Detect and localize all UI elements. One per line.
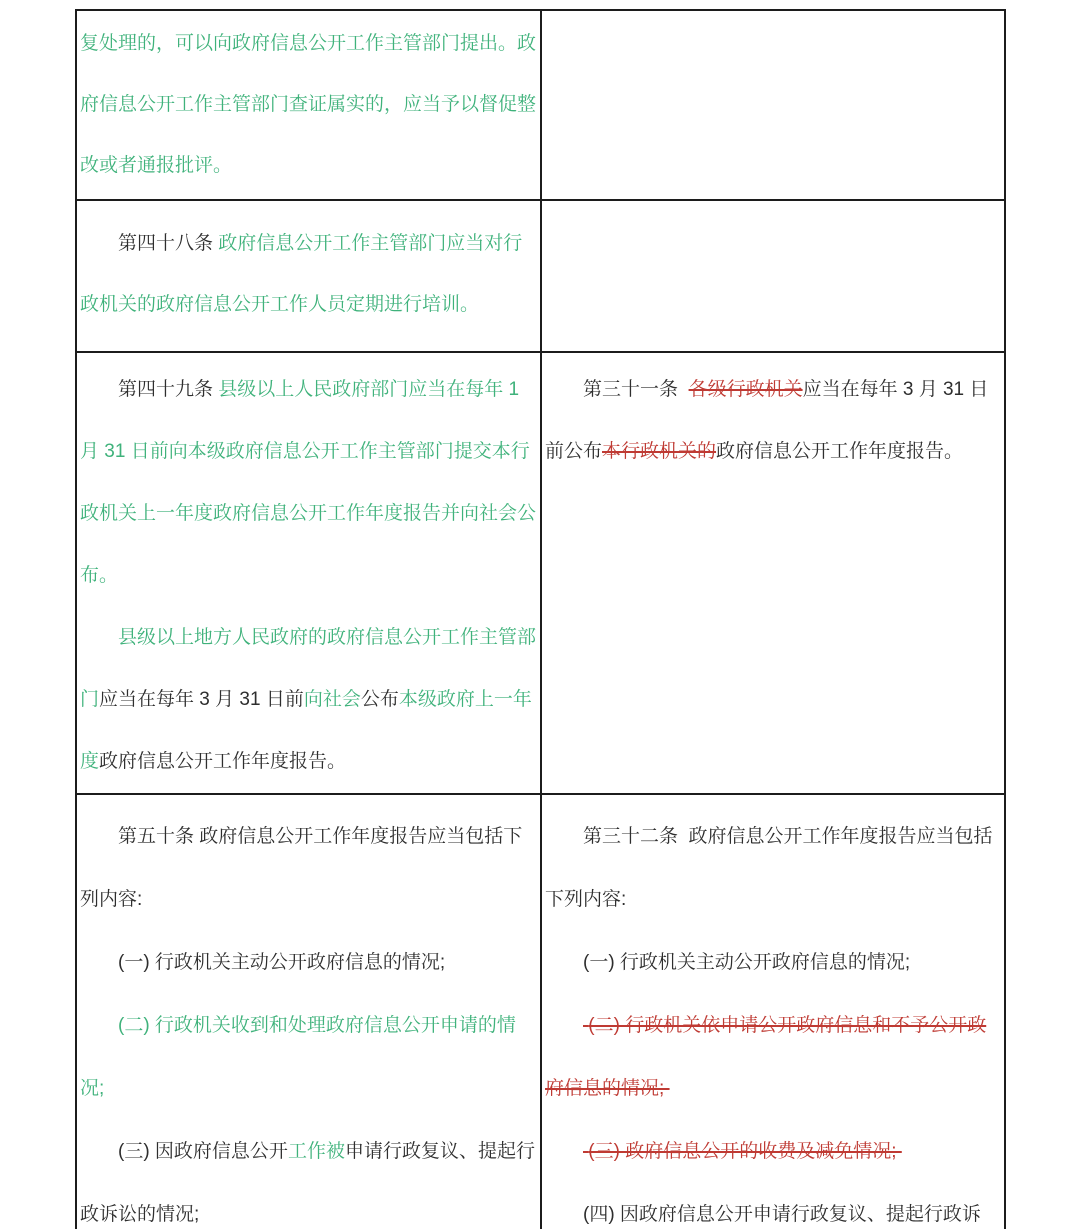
text-run-black: 申请行政复议、提起行政诉讼的情况;: [80, 1141, 535, 1225]
text-run-black: 第三十一条: [583, 379, 689, 400]
text-run-red-strike: 本行政机关的: [602, 441, 717, 462]
text-run-red-strike: 各级行政机关: [688, 379, 803, 400]
paragraph: [80, 805, 537, 931]
text-run-green: 工作被: [287, 1141, 345, 1162]
paragraph: [80, 607, 537, 793]
text-run-black: 政府信息公开工作年度报告。: [716, 441, 964, 462]
paragraph: [80, 13, 537, 196]
text-run-green: 县级以上地方人民政府的政府信息公开工作主管部门: [80, 627, 537, 710]
text-run-black: 第四十八条: [118, 233, 219, 254]
text-run-red-strike: (三) 政府信息公开的收费及减免情况;: [583, 1141, 902, 1162]
text-run-black: 应当在每年 3 月 31 日前公布: [545, 379, 989, 462]
text-run-black: (一) 行政机关主动公开政府信息的情况;: [118, 952, 446, 973]
paragraph: [545, 1183, 1001, 1229]
text-run-red-strike: (二) 行政机关依申请公开政府信息和不予公开政府信息的情况;: [545, 1015, 987, 1099]
text-run-black: (三) 因政府信息公开: [118, 1141, 288, 1162]
text-run-black: 公布: [360, 689, 399, 710]
text-run-black: 第三十二条 政府信息公开工作年度报告应当包括下列内容:: [545, 826, 993, 910]
comparison-table: [75, 9, 1006, 1229]
old-version-cell: [541, 10, 1005, 200]
paragraph: [80, 931, 537, 994]
paragraph: [545, 1120, 1001, 1183]
text-run-green: 政府信息公开工作主管部门应当对行政机关的政府信息公开工作人员定期进行培训。: [80, 233, 523, 315]
new-version-cell: [76, 10, 541, 200]
text-run-green: (二) 行政机关收到和处理政府信息公开申请的情况;: [80, 1015, 516, 1099]
table-row: [76, 200, 1005, 352]
paragraph: [545, 359, 1001, 483]
paragraph: [545, 931, 1001, 994]
paragraph: [80, 359, 537, 607]
text-run-black: 第五十条 政府信息公开工作年度报告应当包括下列内容:: [80, 826, 523, 910]
text-run-green: 本级政府上一年度: [80, 689, 532, 772]
table-row: [76, 352, 1005, 794]
table-row: [76, 10, 1005, 200]
paragraph: [545, 994, 1001, 1120]
old-version-cell: [541, 352, 1005, 794]
text-run-black: 政府信息公开工作年度报告。: [99, 751, 347, 772]
paragraph: [80, 1120, 537, 1229]
new-version-cell: [76, 200, 541, 352]
paragraph: [80, 213, 537, 335]
text-run-black: (一) 行政机关主动公开政府信息的情况;: [583, 952, 911, 973]
new-version-cell: [76, 352, 541, 794]
text-run-green: 县级以上人民政府部门应当在每年 1月 31 日前向本级政府信息公开工作主管部门提交本行政机关上一年度政府信息公开工作年度报告并向社会公布。: [80, 379, 537, 586]
text-run-black: 应当在每年 3 月 31 日前: [99, 689, 304, 710]
text-run-black: 第四十九条: [118, 379, 219, 400]
table-row: [76, 794, 1005, 1229]
text-run-black: (四) 因政府信息公开申请行政复议、提起行政诉: [583, 1204, 981, 1225]
old-version-cell: [541, 794, 1005, 1229]
paragraph: [80, 994, 537, 1120]
text-run-green: 向社会: [303, 689, 361, 710]
old-version-cell: [541, 200, 1005, 352]
paragraph: [545, 805, 1001, 931]
text-run-green: 复处理的，可以向政府信息公开工作主管部门提出。政府信息公开工作主管部门查证属实的，应当予以督促整改或者通报批评。: [80, 33, 537, 176]
comparison-table-body: [76, 10, 1005, 1229]
new-version-cell: [76, 794, 541, 1229]
